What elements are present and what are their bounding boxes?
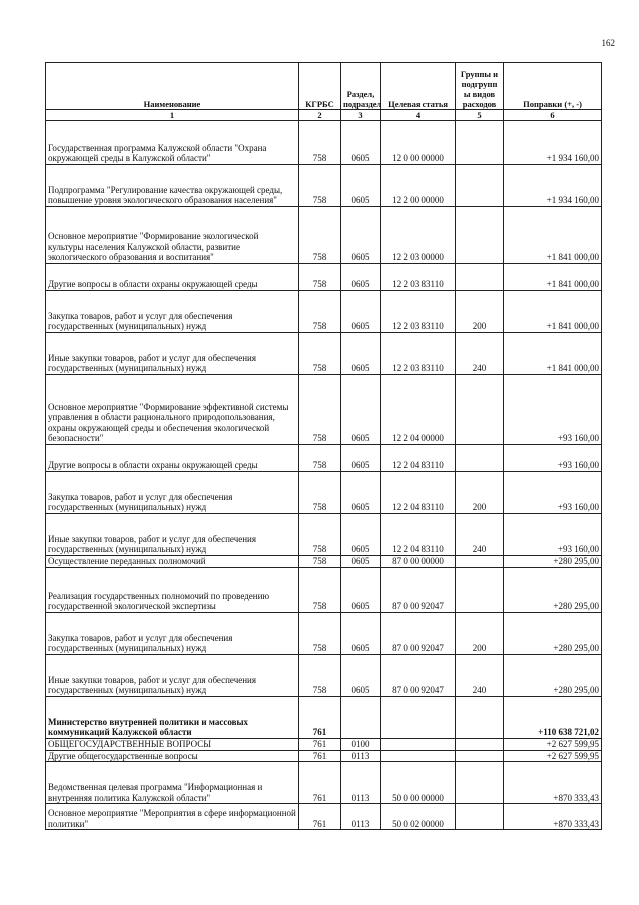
row-section: 0605 — [341, 165, 381, 207]
row-kgrbs: 761 — [299, 697, 341, 739]
row-name: Закупка товаров, работ и услуг для обеспечения государственных (муниципальных) нужд — [46, 613, 299, 655]
row-amount: +93 160,00 — [504, 375, 602, 445]
row-kgrbs: 758 — [299, 121, 341, 165]
row-section: 0605 — [341, 472, 381, 514]
row-amount: +1 841 000,00 — [504, 333, 602, 375]
table-row — [46, 568, 602, 613]
row-name: Закупка товаров, работ и услуг для обеспечения государственных (муниципальных) нужд — [46, 291, 299, 333]
row-target: 12 2 04 00000 — [381, 375, 456, 445]
row-amount: +1 934 160,00 — [504, 121, 602, 165]
table-row — [46, 291, 602, 333]
row-amount: +280 295,00 — [504, 655, 602, 697]
row-name: Основное мероприятие "Формирование эффективной системы управления в области рационального природопользования, охраны окружающей среды и обеспечения экологической безопасности" — [46, 375, 299, 445]
row-name: Подпрограмма "Регулирование качества окружающей среды, повышение уровня экологического образования населения" — [46, 165, 299, 207]
row-target: 12 2 03 00000 — [381, 207, 456, 264]
row-kgrbs: 758 — [299, 207, 341, 264]
row-name: Государственная программа Калужской области "Охрана окружающей среды в Калужской области" — [46, 121, 299, 165]
row-group: 240 — [456, 655, 504, 697]
table-row — [46, 445, 602, 472]
table-row — [46, 697, 602, 739]
row-group: 200 — [456, 472, 504, 514]
row-kgrbs: 758 — [299, 333, 341, 375]
row-group — [456, 568, 504, 613]
table-row — [46, 472, 602, 514]
row-kgrbs: 758 — [299, 556, 341, 568]
row-target — [381, 697, 456, 739]
row-group — [456, 697, 504, 739]
row-kgrbs: 761 — [299, 762, 341, 804]
row-target: 12 2 03 83110 — [381, 291, 456, 333]
column-number: 1 — [46, 110, 299, 121]
row-amount: +870 333,43 — [504, 804, 602, 830]
row-section: 0605 — [341, 514, 381, 556]
row-section: 0100 — [341, 739, 381, 751]
row-section: 0605 — [341, 556, 381, 568]
row-section: 0605 — [341, 291, 381, 333]
table-row — [46, 121, 602, 165]
row-amount: +110 638 721,02 — [504, 697, 602, 739]
row-kgrbs: 758 — [299, 264, 341, 291]
row-name: Иные закупки товаров, работ и услуг для обеспечения государственных (муниципальных) нужд — [46, 655, 299, 697]
row-kgrbs: 758 — [299, 472, 341, 514]
row-kgrbs: 761 — [299, 750, 341, 762]
row-section: 0605 — [341, 121, 381, 165]
column-number: 2 — [299, 110, 341, 121]
row-kgrbs: 758 — [299, 291, 341, 333]
row-name: Закупка товаров, работ и услуг для обеспечения государственных (муниципальных) нужд — [46, 472, 299, 514]
row-section: 0605 — [341, 445, 381, 472]
row-target: 12 2 03 83110 — [381, 333, 456, 375]
row-amount: +1 841 000,00 — [504, 291, 602, 333]
row-target: 12 2 04 83110 — [381, 472, 456, 514]
table-row — [46, 375, 602, 445]
row-name: Министерство внутренней политики и массовых коммуникаций Калужской области — [46, 697, 299, 739]
row-target: 12 2 04 83110 — [381, 445, 456, 472]
row-section: 0113 — [341, 762, 381, 804]
table-row — [46, 739, 602, 751]
row-section: 0605 — [341, 375, 381, 445]
row-group — [456, 375, 504, 445]
row-group — [456, 739, 504, 751]
row-target — [381, 750, 456, 762]
row-name: Другие вопросы в области охраны окружающей среды — [46, 445, 299, 472]
row-target: 87 0 00 00000 — [381, 556, 456, 568]
row-target: 12 2 04 83110 — [381, 514, 456, 556]
row-target: 50 0 02 00000 — [381, 804, 456, 830]
header-groups: Группы и подгрупп ы видов расходов — [456, 63, 504, 110]
row-kgrbs: 758 — [299, 568, 341, 613]
budget-amendments-table — [45, 62, 602, 830]
row-group — [456, 556, 504, 568]
row-section: 0605 — [341, 264, 381, 291]
row-group — [456, 264, 504, 291]
table-row — [46, 556, 602, 568]
row-amount: +1 934 160,00 — [504, 165, 602, 207]
row-amount: +870 333,43 — [504, 762, 602, 804]
row-target: 12 0 00 00000 — [381, 121, 456, 165]
row-group — [456, 762, 504, 804]
row-section: 0605 — [341, 613, 381, 655]
row-amount: +2 627 599,95 — [504, 739, 602, 751]
table-row — [46, 333, 602, 375]
row-amount: +2 627 599,95 — [504, 750, 602, 762]
row-name: Основное мероприятие "Формирование экологической культуры населения Калужской области, развитие экологического образования и воспитания" — [46, 207, 299, 264]
table-row — [46, 750, 602, 762]
table-row — [46, 514, 602, 556]
row-amount: +93 160,00 — [504, 514, 602, 556]
row-name: Реализация государственных полномочий по проведению государственной экологической экспертизы — [46, 568, 299, 613]
row-target: 87 0 00 92047 — [381, 655, 456, 697]
row-group — [456, 750, 504, 762]
header-name: Наименование — [46, 63, 299, 110]
column-number: 5 — [456, 110, 504, 121]
table-row — [46, 804, 602, 830]
row-group: 240 — [456, 333, 504, 375]
row-target: 50 0 00 00000 — [381, 762, 456, 804]
row-group — [456, 207, 504, 264]
row-kgrbs: 761 — [299, 739, 341, 751]
column-number: 6 — [504, 110, 602, 121]
row-amount: +1 841 000,00 — [504, 264, 602, 291]
row-target: 87 0 00 92047 — [381, 568, 456, 613]
row-name: Осуществление переданных полномочий — [46, 556, 299, 568]
row-group: 240 — [456, 514, 504, 556]
header-target: Целевая статья — [381, 63, 456, 110]
row-group — [456, 445, 504, 472]
row-amount: +280 295,00 — [504, 613, 602, 655]
header-kgrbs: КГРБС — [299, 63, 341, 110]
row-amount: +280 295,00 — [504, 568, 602, 613]
row-amount: +1 841 000,00 — [504, 207, 602, 264]
row-kgrbs: 758 — [299, 165, 341, 207]
row-section: 0605 — [341, 568, 381, 613]
row-name: ОБЩЕГОСУДАРСТВЕННЫЕ ВОПРОСЫ — [46, 739, 299, 751]
row-amount: +280 295,00 — [504, 556, 602, 568]
row-name: Другие общегосударственные вопросы — [46, 750, 299, 762]
table-row — [46, 613, 602, 655]
row-amount: +93 160,00 — [504, 445, 602, 472]
row-group — [456, 804, 504, 830]
row-section: 0605 — [341, 333, 381, 375]
row-name: Основное мероприятие "Мероприятия в сфере информационной политики" — [46, 804, 299, 830]
row-group — [456, 165, 504, 207]
row-kgrbs: 761 — [299, 804, 341, 830]
header-amendments: Поправки (+, -) — [504, 63, 602, 110]
row-group — [456, 121, 504, 165]
table-row — [46, 207, 602, 264]
row-section — [341, 697, 381, 739]
row-name: Иные закупки товаров, работ и услуг для обеспечения государственных (муниципальных) нужд — [46, 333, 299, 375]
row-section: 0605 — [341, 655, 381, 697]
row-group: 200 — [456, 291, 504, 333]
row-section: 0605 — [341, 207, 381, 264]
column-number: 3 — [341, 110, 381, 121]
page-number: 162 — [601, 38, 615, 48]
table-row — [46, 655, 602, 697]
row-section: 0113 — [341, 750, 381, 762]
row-name: Другие вопросы в области охраны окружающей среды — [46, 264, 299, 291]
row-kgrbs: 758 — [299, 514, 341, 556]
row-amount: +93 160,00 — [504, 472, 602, 514]
row-target — [381, 739, 456, 751]
row-kgrbs: 758 — [299, 655, 341, 697]
row-target: 12 2 03 83110 — [381, 264, 456, 291]
row-kgrbs: 758 — [299, 613, 341, 655]
column-number: 4 — [381, 110, 456, 121]
row-name: Ведомственная целевая программа "Информационная и внутренняя политика Калужской области" — [46, 762, 299, 804]
table-row — [46, 762, 602, 804]
row-target: 87 0 00 92047 — [381, 613, 456, 655]
row-group: 200 — [456, 613, 504, 655]
table-row — [46, 264, 602, 291]
row-target: 12 2 00 00000 — [381, 165, 456, 207]
row-section: 0113 — [341, 804, 381, 830]
row-kgrbs: 758 — [299, 375, 341, 445]
table-row — [46, 165, 602, 207]
row-name: Иные закупки товаров, работ и услуг для обеспечения государственных (муниципальных) нужд — [46, 514, 299, 556]
header-section: Раздел, подраздел — [341, 63, 381, 110]
row-kgrbs: 758 — [299, 445, 341, 472]
